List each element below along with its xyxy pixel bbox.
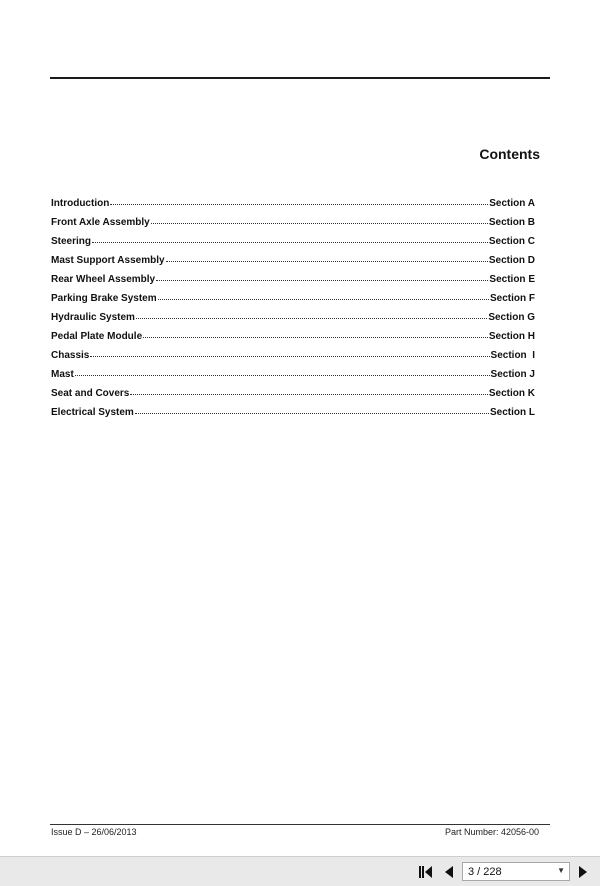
toc-row-front-axle-assembly[interactable] [51,217,535,236]
toc-section: Section F [489,293,535,304]
toc-label: Pedal Plate Module [51,331,143,342]
toc-leader-dots [156,280,488,281]
toc-leader-dots [75,375,490,376]
page-indicator: 3 / 228 [468,865,502,878]
toc-row-mast-support-assembly[interactable] [51,255,535,274]
page-title: Contents [479,146,540,162]
toc-section: Section L [489,407,535,418]
toc-row-seat-and-covers[interactable] [51,388,535,407]
toc-row-chassis[interactable] [51,350,535,369]
toc-row-rear-wheel-assembly[interactable] [51,274,535,293]
viewer-toolbar [0,856,600,886]
toc-row-steering[interactable] [51,236,535,255]
toc-row-mast[interactable] [51,369,535,388]
toc-row-pedal-plate-module[interactable] [51,331,535,350]
dropdown-icon: ▼ [557,866,565,875]
page-number-select[interactable] [462,862,570,881]
toc-label: Hydraulic System [51,312,135,323]
toc-leader-dots [130,394,488,395]
toc-row-introduction[interactable] [51,198,535,217]
toc-leader-dots [90,356,489,357]
next-page-button[interactable] [574,857,592,886]
toc-row-electrical-system[interactable] [51,407,535,426]
toc-section: Section J [490,369,535,380]
toc-label: Steering [51,236,92,247]
toc-leader-dots [92,242,488,243]
previous-page-button[interactable] [440,857,458,886]
toc-leader-dots [143,337,488,338]
toc-label: Electrical System [51,407,134,418]
toc-label: Introduction [51,198,110,209]
next-page-icon [579,866,587,878]
first-page-button[interactable] [414,857,438,886]
toc-label: Mast Support Assembly [51,255,165,266]
toc-section: Section G [488,312,535,323]
first-page-icon [419,866,433,878]
toc-section: Section C [488,236,535,247]
toc-section: Section I [490,350,535,361]
footer-part-number: Part Number: 42056-00 [444,827,539,837]
toc-label: Parking Brake System [51,293,157,304]
toc-section: Section H [488,331,535,342]
toc-section: Section B [488,217,535,228]
toc-section: Section A [489,198,535,209]
footer-issue: Issue D – 26/06/2013 [51,827,137,837]
toc-leader-dots [151,223,488,224]
table-of-contents [51,198,535,426]
toc-section: Section E [489,274,535,285]
toc-label: Rear Wheel Assembly [51,274,156,285]
toc-label: Chassis [51,350,90,361]
toc-row-parking-brake-system[interactable] [51,293,535,312]
toc-leader-dots [166,261,488,262]
toc-leader-dots [136,318,487,319]
toc-label: Front Axle Assembly [51,217,150,228]
top-rule [50,77,550,79]
toc-section: Section K [488,388,535,399]
toc-leader-dots [110,204,488,205]
previous-page-icon [445,866,453,878]
toc-leader-dots [158,299,489,300]
toc-label: Mast [51,369,74,380]
toc-row-hydraulic-system[interactable] [51,312,535,331]
toc-section: Section D [488,255,535,266]
toc-leader-dots [135,413,489,414]
toc-label: Seat and Covers [51,388,130,399]
footer-rule [50,824,550,825]
